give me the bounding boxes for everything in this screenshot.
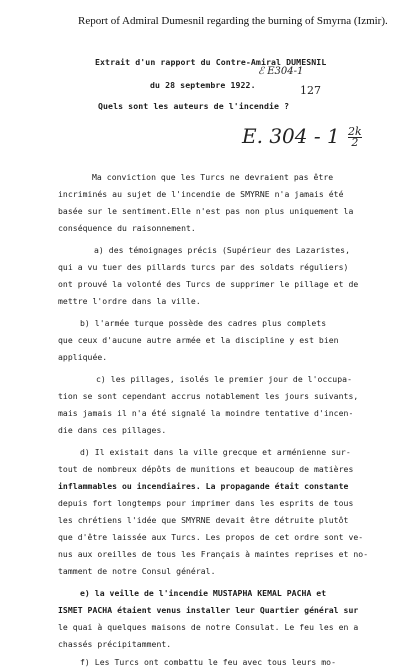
body-line: mais jamais il n'a été signalé la moindre tentative d'incen- [58,408,354,418]
body-line: nus aux oreilles de tous les Français à maintes reprises et no- [58,549,369,559]
header-line-1: Extrait d'un rapport du Contre-Amiral DUMESNIL [95,57,327,67]
stamp-fraction-bottom: 2 [351,136,359,149]
body-line: qui a vu tuer des pillards turcs par des soldats réguliers) [58,262,349,272]
body-line: f) Les Turcs ont combattu le feu avec tous leurs mo- [80,657,336,667]
body-line: basée sur le sentiment.Elle n'est pas non plus uniquement la [58,206,354,216]
body-line: mettre l'ordre dans la ville. [58,296,201,306]
body-line: b) l'armée turque possède des cadres plus complets [80,318,327,328]
body-line: d) Il existait dans la ville grecque et arménienne sur- [80,447,351,457]
stamp-fraction [348,127,362,148]
body-line: conséquence du raisonnement. [58,223,196,233]
body-line: chassés précipitamment. [58,639,172,649]
stamp-fraction-top: 2k [348,125,362,138]
body-line: tion se sont cependant accrus notablement les jours suivants, [58,391,359,401]
body-line: tamment de notre Consul général. [58,566,216,576]
body-line: ont prouvé la volonté des Turcs de supprimer le pillage et de [58,279,359,289]
body-line: le quai à quelques maisons de notre Consulat. Le feu les en a [58,622,359,632]
body-line: depuis fort longtemps pour imprimer dans les esprits de tous [58,498,354,508]
document-caption: Report of Admiral Dumesnil regarding the burning of Smyrna (Izmir). [78,15,388,27]
body-line: die dans ces pillages. [58,425,167,435]
archive-stamp-annotation [242,124,362,148]
body-line: tout de nombreux dépôts de munitions et beaucoup de matières [58,464,354,474]
body-line: que d'être laissée aux Turcs. Les propos de cet ordre sont ve- [58,532,364,542]
body-line: e) la veille de l'incendie MUSTAPHA KEMAL PACHA et [80,588,327,598]
page-number-annotation: 127 [300,84,321,97]
body-line: ISMET PACHA étaient venus installer leur Quartier général sur [58,605,359,615]
header-line-3: Quels sont les auteurs de l'incendie ? [98,101,290,111]
body-line: appliquée. [58,352,108,362]
reference-annotation: ℰ E304-1 [258,66,304,77]
header-line-2: du 28 septembre 1922. [150,80,256,90]
body-line: c) les pillages, isolés le premier jour de l'occupa- [96,374,352,384]
body-line: Ma conviction que les Turcs ne devraient pas être [92,172,334,182]
body-line: incriminés au sujet de l'incendie de SMYRNE n'a jamais été [58,189,344,199]
stamp-main: E. 304 - 1 [242,124,340,148]
body-line: que ceux d'aucune autre armée et la discipline y est bien [58,335,339,345]
body-line: les chrétiens l'idée que SMYRNE devait être détruite plutôt [58,515,349,525]
body-line: inflammables ou incendiaires. La propagande était constante [58,481,349,491]
body-line: a) des témoignages précis (Supérieur des Lazaristes, [94,245,350,255]
